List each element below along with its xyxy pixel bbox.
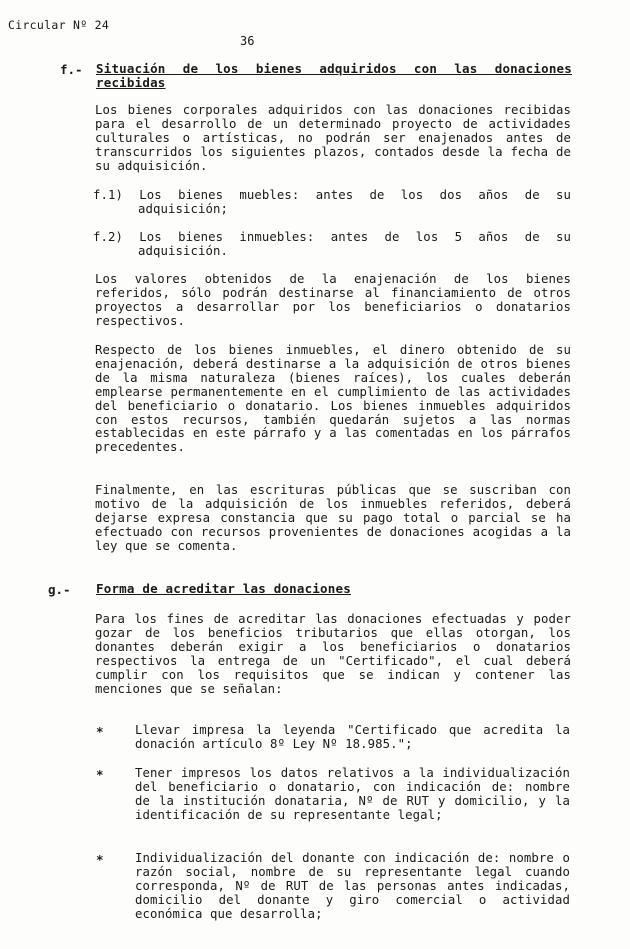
section-g-letter: g.-: [48, 582, 71, 597]
bullet-text: Tener impresos los datos relativos a la individualización del beneficiario o donatario, con indicación de: nombre de la institución donataria, Nº de RUT y domicilio, y la identificación de su representante legal;: [135, 766, 570, 822]
section-f-paragraph-1: Los bienes corporales adquiridos con las donaciones recibidas para el desarrollo de un determinado proyecto de actividades culturales o artísticas, no podrán ser enajenados antes de transcurridos los siguientes plazos, contados desde la fecha de su adquisición.: [95, 103, 571, 173]
section-f-paragraph-2: Los valores obtenidos de la enajenación de los bienes referidos, sólo podrán destinarse al financiamiento de otros proyectos a desarrollar por los beneficiarios o donatarios respectivos.: [95, 272, 571, 328]
bullet-mark: *: [96, 767, 104, 782]
section-f-item-f2: f.2) Los bienes inmuebles: antes de los 5 años de su adquisición.: [93, 230, 571, 258]
bullet-mark: *: [96, 724, 104, 739]
bullet-text: Llevar impresa la leyenda "Certificado que acredita la donación artículo 8º Ley Nº 18.985.";: [135, 723, 570, 751]
section-g-title: Forma de acreditar las donaciones: [96, 581, 351, 596]
section-f-paragraph-3: Respecto de los bienes inmuebles, el dinero obtenido de su enajenación, deberá destinarse a la adquisición de otros bienes de la misma naturaleza (bienes raíces), los cuales deberán emplearse permanentemente en el cumplimiento de las actividades del beneficiario o donatario. Los bienes inmuebles adquiridos con estos recursos, también quedarán sujetos a las normas establecidas en este párrafo y a las comentadas en los párrafos precedentes.: [95, 343, 571, 455]
circular-header: Circular Nº 24: [8, 18, 110, 32]
section-f-paragraph-4: Finalmente, en las escrituras públicas que se suscriban con motivo de la adquisición de los inmuebles referidos, deberá dejarse expresa constancia que su pago total o parcial se ha efectuado con recursos provenientes de donaciones acogidas a la ley que se comenta.: [95, 483, 571, 553]
section-f-item-f1: f.1) Los bienes muebles: antes de los dos años de su adquisición;: [93, 188, 571, 216]
bullet-mark: *: [96, 852, 104, 867]
section-g-paragraph-1: Para los fines de acreditar las donaciones efectuadas y poder gozar de los beneficios tributarios que ellas otorgan, los donantes deberán exigir a los beneficiarios o donatarios respectivos la entrega de un "Certificado", el cual deberá cumplir con los requisitos que se indican y contener las menciones que se señalan:: [95, 612, 571, 696]
section-f-title: Situación de los bienes adquiridos con las donaciones recibidas: [96, 61, 572, 90]
page-number: 36: [240, 34, 255, 48]
bullet-text: Individualización del donante con indicación de: nombre o razón social, nombre de su representante legal cuando corresponda, Nº de RUT de las personas antes indicadas, domicilio del donante y giro comercial o actividad económica que desarrolla;: [135, 851, 570, 921]
section-f-letter: f.-: [60, 62, 83, 77]
